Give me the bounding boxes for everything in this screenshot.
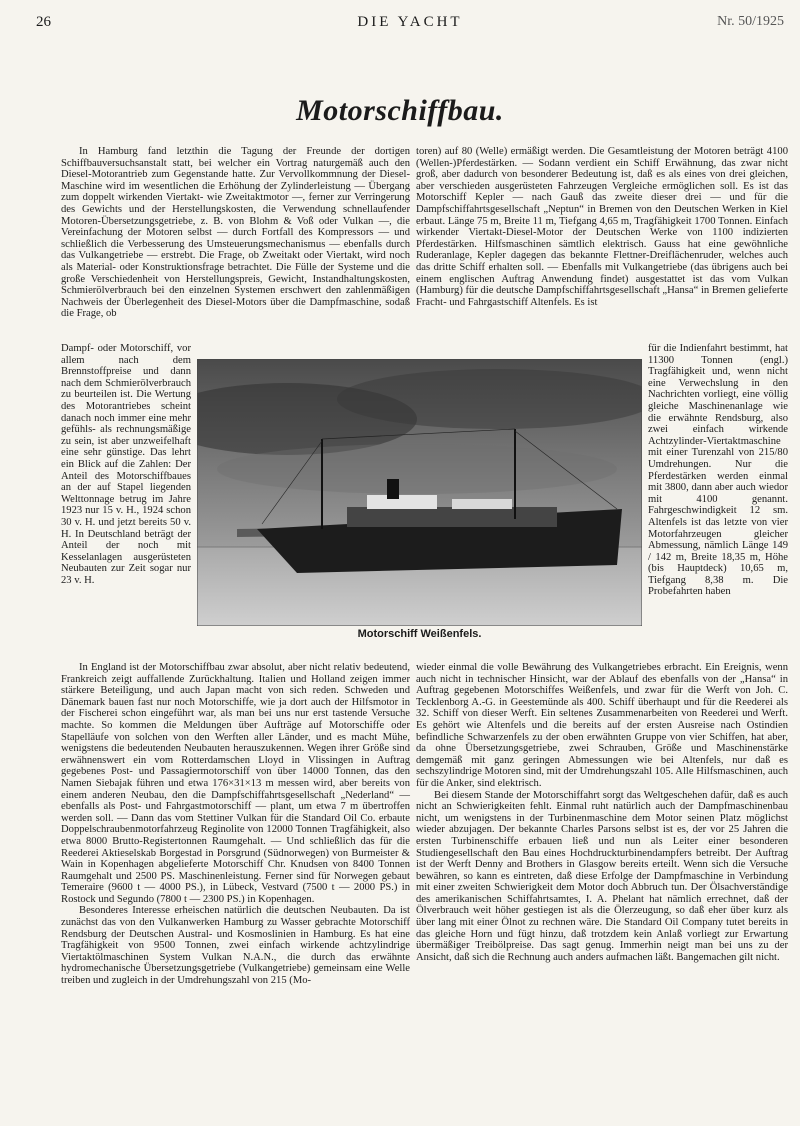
paragraph: toren) auf 80 (Welle) ermäßigt werden. Die Gesamtleistung der Motoren beträgt 4100 (Wellen-)Pferdestärken. — Sodann verdient ein Schiff Erwähnung, das zwar nicht groß, aber dadurch von besonderer Bedeutung ist, daß es als eines von drei gleichen, aber verschieden ausgerüsteten Fahrzeugen Vergleiche ermöglichen soll. Es ist das Motorschiff Kepler — nach Gauß das zweite dieser drei — und für die Dampfschiffahrtsgesellschaft „Neptun“ in Bremen von den Deutschen Werken in Kiel erbaut. Länge 75 m, Breite 11 m, Tiefgang 4,65 m, Tragfähigkeit 1700 Tonnen. Einfach wirkender Viertakt-Diesel-Motor der Deutschen Werke von 1100 indizierten Pferdestärken. Hilfsmaschinen sämtlich elektrisch. Gauss hat eine gewöhnliche Ruderanlage, Kepler dagegen das bekannte Flettner-Dreiflächenruder, welches auch das dritte Schiff erhalten soll. — Ebenfalls mit Vulkangetriebe (das übrigens auch bei einem englischen Auftrag Anwendung findet) ausgestattet ist das vom Vulkan (Hamburg) für die deutsche Dampfschiffahrtsgesellschaft „Hansa“ in Bremen gelieferte Fracht- und Fahrgastschiff Altenfels. Es ist [416,146,789,308]
article-title: Motorschiffbau. [296,94,504,127]
paragraph: für die Indienfahrt bestimmt, hat 11300 Tonnen (engl.) Tragfähigkeit und, wenn nicht eine Verwechslung in den Nachrichten vorliegt, eine völlig gleiche Maschinenanlage wie die erwähnte Rendsburg, also zwei einfach wirkende Achtzylinder-Viertaktmaschine mit einer Turenzahl von 215/80 Umdrehungen. Nur die Pferdestärken werden einmal mit 3800, dann aber auch wiedor mit 4100 genannt. Fahrgeschwindigkeit 12 sm. Altenfels ist das letzte von vier Motorfahrzeugen gleicher Abmessung, nämlich Länge 149 / 142 m, Breite 18,35 m, Höhe (bis Hauptdeck) 10,65 m, Tiefgang 8,38 m. Die Probefahrten haben [648,343,788,598]
column-bottom-left [61,662,410,987]
column-wrap-right [648,343,788,598]
ship-photo [197,359,642,626]
column-bottom-right [416,662,788,963]
paragraph: wieder einmal die volle Bewährung des Vulkangetriebes erbracht. Ein Ereignis, wenn auch nicht in technischer Hinsicht, war der Ablauf des ebenfalls von der „Hansa“ in Auftrag gegebenen Motorschiffes Weißenfels, und zwar für die Werft von Joh. C. Tecklenborg A.-G. in Geestemünde als 400. Schiff überhaupt und für die Reederei als 32. Schiff von dieser Werft. Ein seltenes Zusammenarbeiten von Reederei und Werft. Es gehört wie Altenfels und die bereits auf der ersten Ausreise nach Ostindien befindliche Schwarzenfels zu der oben erwähnten Gruppe von vier Schiffen, hat aber, da ohne Übersetzungsgetriebe, zwei Schrauben, Größe und Maschinenstärke demgemäß mit ganz geringen Abmessungen wie bei Altenfels, nur daß es sechszylindrige Motoren sind, mit der Umdrehungszahl 105. Alle Hilfsmaschinen, auch für die Anker, sind elektrisch. [416,662,788,789]
paragraph: Dampf- oder Motorschiff, vor allem nach dem Brennstoffpreise und dann nach dem Schmierölverbrauch zu beurteilen ist. Die Wertung des Motorantriebes scheint danach noch immer eine mehr gefühls- als rechnungsmäßige zu sein, ist aber unzweifelhaft eine sehr günstige. Das lehrt ein Blick auf die Zahlen: Der Anteil des Motorschiffbaues an der auf Stapel liegenden Welttonnage betrug im Jahre 1923 nur 15 v. H., 1924 schon 30 v. H. und jetzt bereits 50 v. H. In Deutschland beträgt der Anteil der noch mit Kesselanlagen ausgerüsteten Neubauten zur Zeit sogar nur 23 v. H. [61,343,191,586]
column-top-right [416,146,788,308]
photo-caption: Motorschiff Weißenfels. [357,628,482,640]
page-header [36,14,784,38]
ship-photo-graphic [197,359,642,626]
paragraph: Besonderes Interesse erheischen natürlich die deutschen Neubauten. Da ist zunächst das von den Vulkanwerken Hamburg zu Wasser gebrachte Motorschiff Rendsburg der Deutschen Austral- und Kosmoslinien in Hamburg. Es hat eine Tragfähigkeit von 9500 Tonnen, zwei einfach wirkende achtzylindrige Viertaktölmaschinen System Vulkan N.A.N., die durch das erwähnte hydromechanische Übersetzungsgetriebe (Vulkangetriebe) gemeinsam eine Welle treiben und zugleich in der Umdrehungszahl von 215 (Mo- [61,905,410,987]
column-wrap-left [61,343,191,586]
paragraph: In Hamburg fand letzthin die Tagung der Freunde der dortigen Schiffbauversuchsanstalt statt, bei welcher ein Vortrag naturgemäß auch den Diesel-Motorantrieb zum Gegenstande hatte. Zur Vervollkommnung der Diesel-Maschine wird im wesentlichen die Erhöhung der Zylinderleistung — Übergang zum doppelt wirkenden Viertakt- wie Zweitaktmotor —, ferner zur Verringerung des Gewichts und der Herstellungskosten, die Verwendung schnellaufender Motoren-Übersetzungsgetriebe, z. B. von Blohm & Voß oder Vulkan —, die Vereinfachung der Motoren selbst — durch Fortfall des Kompressors — und schließlich die Verbesserung des Umsteuerungsmechanismus — ebenfalls durch das Vulkangetriebe — erstrebt. Die Frage, ob Zweitakt oder Viertakt, wird noch als Material- oder Konstruktionsfrage betrachtet. Die Fülle der Systeme und die große Verschiedenheit von Herstellungspreis, Gewicht, Instandhaltungskosten, Schmierölverbrauch bei den einzelnen Systemen erschwert den zahlenmäßigen Nachweis der Überlegenheit des Diesel-Motors über die Dampfmaschine, sodaß die Frage, ob [61,146,410,320]
paragraph: Bei diesem Stande der Motorschiffahrt sorgt das Weltgeschehen dafür, daß es auch nicht an Schwierigkeiten fehlt. Einmal ruht natürlich auch der Dampfmaschinenbau nicht, um wenigstens in der Turbinenmaschine dem Motor seinen Platz möglichst wieder abzujagen. Der bekannte Charles Parsons selbst ist es, der vor 25 Jahren die ersten Turbinenschiffe erbauen ließ und nun als Leiter einer besonderen Studiengesellschaft den Bau eines Hochdruckturbinendampfers betreibt. Der Auftrag ist der Werft Denny and Brothers in Glasgow bereits erteilt. Wenn sich die Versuche bewähren, so kann es eintreten, daß diese Erfolge der Dampfmaschine in Verbindung mit einer zweiten Schwierigkeit dem Motor doch Abbruch tun. Der Ölsachverständige des amerikanischen Schiffahrtsamtes, I. A. Phelant hat nämlich errechnet, daß der Ölverbrauch weit höher gestiegen ist als die Ölerzeugung, so daß eher über kurz als über lang mit einer Ölnot zu rechnen wäre. Die Standard Oil Company tutet bereits in das gleiche Horn und fügt hinzu, daß trotzdem kein Anlaß vorliegt zur Erwartung übermäßiger Treibölpreise. Das sagt genug. Immerhin neigt man bei uns zu der Ansicht, daß sich die Rechnung auch anders aufmachen läßt. Bangemachen gilt nicht. [416,789,788,963]
journal-title: DIE YACHT [357,14,463,30]
issue-number: Nr. 50/1925 [717,14,784,29]
paragraph: In England ist der Motorschiffbau zwar absolut, aber nicht relativ bedeutend, Frankreich zeigt auffallende Zurückhaltung. Italien und Holland zeigen immer stärkere Beteiligung, und auch Japan macht von sich reden. Schweden und Dänemark bauen fast nur noch Motorschiffe, wie ja dort auch der Hilfsmotor in der Fischerei schon eingeführt war, als man bei uns nur erst tastende Versuche machte. So kommen die Meldungen über Aufträge auf Motorschiffe oder Stapelläufe von solchen von den Werften aller Länder, und es macht Mühe, wenigstens die bedeutenden Neubauten herauszukennen. Wegen ihrer Größe sind erwähnenswert ein vom Rotterdamschen Lloyd in Vlissingen in Auftrag gegebenes Post- und Passagiermotorschiff von über 14000 Tonnen, das den Namen Siebajak führen und etwa 176×31×13 m messen wird, aber bereits von einem anderen Neubau, den die Dampfschiffahrtsgesellschaft „Nederland“ — ebenfalls als Post- und Fahrgastmotorschiff — plant, um etwa 7 m übertroffen werden soll. — Dann das vom Stettiner Vulkan für die Standard Oil Co. erbaute Doppelschraubenmotorfahrzeug Reginolite von 12000 Tonnen Tragfähigkeit, also etwa 8000 Brutto-Registertonnen Raumgehalt. — Und schließlich das für die Reederei Aktieselskab Borgestad in Porsgrund (Südnorwegen) von Burmeister & Wain in Kopenhagen abgelieferte Motorschiff Chr. Knudsen von 8400 Tonnen Raumgehalt und 2500 PS. Maschinenleistung. Ferner sind für Norwegen gebaut Temeraire (9600 t — 4000 PS.), in Lübeck, Vestvard (7500 t — 2000 PS.) in Rostock und Segundo (7800 t — 2300 PS.) in Kopenhagen. [61,662,410,905]
column-top-left [61,146,410,320]
page-number: 26 [36,14,51,30]
